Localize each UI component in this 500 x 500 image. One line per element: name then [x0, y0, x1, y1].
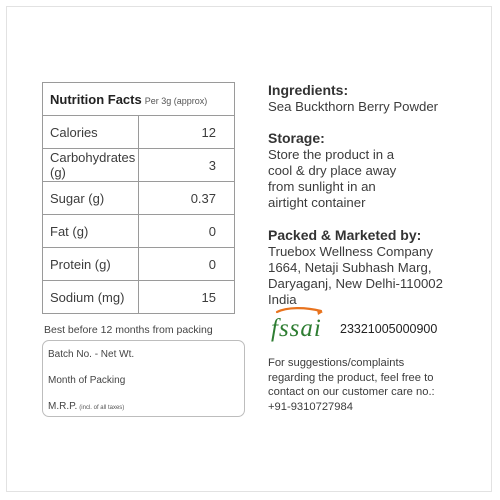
table-row — [43, 248, 235, 281]
nutrient-value: 0.37 — [139, 182, 235, 215]
mrp-note: (incl. of all taxes) — [79, 405, 125, 411]
month-of-packing-label: Month of Packing — [48, 375, 126, 386]
table-row — [43, 215, 235, 248]
fssai-logo-text: fssai — [271, 315, 322, 342]
ingredients-title: Ingredients: — [268, 82, 349, 98]
nutrition-serving: Per 3g (approx) — [144, 95, 208, 106]
nutrient-label: Carbohydrates (g) — [43, 149, 139, 182]
table-row — [43, 182, 235, 215]
contact-line: For suggestions/complaints — [268, 357, 405, 369]
nutrient-value: 0 — [139, 248, 235, 281]
nutrient-value: 12 — [139, 116, 235, 149]
fssai-logo-icon — [265, 306, 345, 342]
batch-number-label: Batch No. - Net Wt. — [48, 349, 135, 360]
nutrient-value: 3 — [139, 149, 235, 182]
nutrient-label: Fat (g) — [43, 215, 139, 248]
marketed-line: India — [268, 292, 297, 307]
mrp-label: M.R.P. — [48, 401, 78, 412]
marketed-line: Daryaganj, New Delhi-110002 — [268, 276, 443, 291]
nutrition-header-row — [43, 83, 235, 116]
fssai-arc-icon — [277, 308, 321, 312]
marketed-line: 1664, Netaji Subhash Marg, — [268, 260, 432, 275]
marketed-title: Packed & Marketed by: — [268, 227, 422, 243]
fssai-license-number: 23321005000900 — [340, 322, 438, 336]
storage-line: airtight container — [268, 195, 366, 210]
mrp-line — [48, 401, 124, 412]
nutrient-label: Protein (g) — [43, 248, 139, 281]
nutrient-value: 15 — [139, 281, 235, 314]
best-before-text: Best before 12 months from packing — [44, 324, 213, 336]
nutrition-title: Nutrition Facts — [50, 91, 142, 107]
storage-line: Store the product in a — [268, 147, 395, 162]
nutrient-label: Sodium (mg) — [43, 281, 139, 314]
nutrition-table — [42, 82, 235, 314]
storage-line: cool & dry place away — [268, 163, 397, 178]
marketed-section — [268, 227, 443, 308]
marketed-line: Truebox Wellness Company — [268, 244, 433, 259]
nutrient-value: 0 — [139, 215, 235, 248]
storage-line: from sunlight in an — [268, 179, 376, 194]
table-row — [43, 149, 235, 182]
storage-section — [268, 130, 396, 211]
batch-info-box — [42, 340, 245, 417]
nutrition-header — [43, 83, 235, 116]
nutrient-label: Sugar (g) — [43, 182, 139, 215]
contact-line: regarding the product, feel free to — [268, 371, 434, 384]
nutrient-label: Calories — [43, 116, 139, 149]
storage-title: Storage: — [268, 130, 325, 146]
contact-phone: +91-9310727984 — [268, 400, 353, 413]
contact-line: contact on our customer care no.: — [268, 386, 435, 398]
ingredients-section — [268, 82, 438, 115]
contact-section — [268, 356, 435, 414]
table-row — [43, 116, 235, 149]
ingredients-body: Sea Buckthorn Berry Powder — [268, 99, 439, 114]
table-row — [43, 281, 235, 314]
